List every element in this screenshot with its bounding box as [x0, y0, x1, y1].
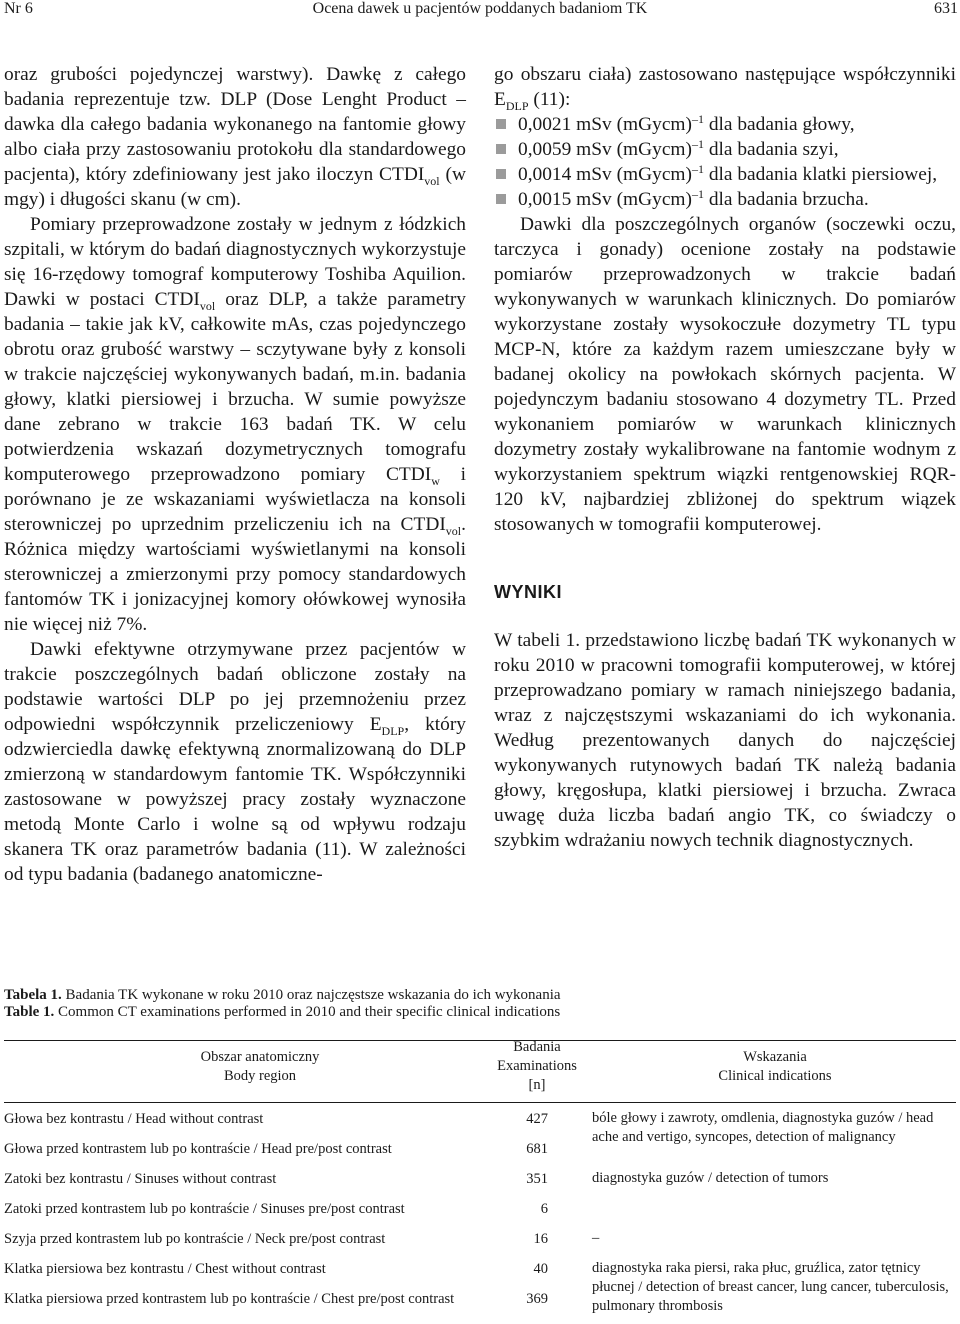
text-span: i porównano je ze wskazaniami wyświetlacza na konsoli sterowniczej po uprzednim przeliczeniu ich na CTDI	[4, 464, 466, 535]
table-cell-count: 16	[533, 1231, 548, 1247]
paragraph-organ-doses: Dawki dla poszczególnych organów (soczewki oczu, tarczyca i gonady) ocenione zostały na podstawie pomiarów przeprowadzonych w trakcie badań wykonywanych w warunkach klinicznych. Do pomiarów wykorzystane zostały wysokoczułe dozymetry TL typu MCP-N, które za każdym razem umieszczane były w badanej okolicy na powłokach skórnych pacjenta. W pojedynczym badaniu stosowano 4 dozymetry TL. Przed wykonaniem pomiarów w warunkach klinicznych dozymetry zostały wykalibrowane na fantomie wodnym z wykorzystaniem spektrum wiązki rentgenowskiej RQR-120 kV, najbardziej zbliżonej do spektrum wiązek stosowanych w tomografii komputerowej.	[494, 214, 956, 535]
table-cell-indication-chest: diagnostyka raka piersi, raka płuc, gruźlica, zator tętnicy płucnej / detection of breast cancer, lung cancer, tuberculosis, pulmonary thrombosis	[592, 1260, 949, 1314]
caption-label: Table 1.	[4, 1004, 55, 1020]
table-cell-region: Głowa przed kontrastem lub po kontraście / Head pre/post contrast	[4, 1141, 392, 1157]
paragraph-dlp-definition	[4, 62, 466, 212]
superscript: –1	[691, 137, 704, 151]
table-header-rule	[4, 1102, 956, 1103]
text-span: Dawki efektywne otrzymywane przez pacjentów w trakcie poszczególnych badań obliczone zostały na podstawie wartości DLP po jej przemnożeniu przez odpowiedni współczynnik przeliczeniowy E	[4, 639, 466, 735]
table-cell-region: Zatoki przed kontrastem lub po kontraście / Sinuses pre/post contrast	[4, 1201, 405, 1217]
subscript: DLP	[505, 99, 529, 113]
column-header-region	[140, 1048, 380, 1086]
table-cell-count: 427	[526, 1111, 548, 1127]
table-cell-region: Szyja przed kontrastem lub po kontraście / Neck pre/post contrast	[4, 1231, 386, 1247]
table-cell-region: Zatoki bez kontrastu / Sinuses without contrast	[4, 1171, 277, 1187]
paragraph-measurements	[4, 212, 466, 637]
text-span: 0,0014 mSv (mGycm)	[518, 164, 692, 185]
paragraph-effective-doses	[4, 637, 466, 887]
header-line: Clinical indications	[718, 1068, 832, 1084]
bullet-square-icon	[496, 144, 506, 154]
left-column	[4, 62, 466, 887]
superscript: –1	[691, 112, 704, 126]
text-span: dla badania brzucha.	[703, 189, 869, 210]
text-span: 0,0059 mSv (mGycm)	[518, 139, 692, 160]
text-span: go obszaru ciała) zastosowano następujące współczynniki E	[494, 64, 956, 110]
caption-label: Tabela 1.	[4, 987, 62, 1003]
header-line: [n]	[528, 1077, 546, 1093]
caption-text: Badania TK wykonane w roku 2010 oraz najczęstsze wskazania do ich wykonania	[61, 987, 561, 1003]
bullet-square-icon	[496, 119, 506, 129]
list-item	[494, 162, 956, 187]
text-span: oraz DLP, a także parametry badania – takie jak kV, całkowite mAs, czas pojedynczego obrotu oraz grubość warstwy – sczytywane były z konsoli w trakcie najczęściej wykonywanych badań, m.in. badania głowy, klatki piersiowej i brzucha. W sumie powyższe dane zebrano w trakcie 163 badań TK. W celu potwierdzenia wskazań dozymetrycznych tomografu komputerowego przeprowadzono pomiary CTDI	[4, 289, 466, 485]
running-header	[0, 0, 960, 20]
caption-polish	[4, 987, 954, 1004]
list-item	[494, 137, 956, 162]
table-cell-region: Klatka piersiowa bez kontrastu / Chest without contrast	[4, 1261, 326, 1277]
table-cell-region: Klatka piersiowa przed kontrastem lub po kontraście / Chest pre/post contrast	[4, 1291, 455, 1307]
running-title: Ocena dawek u pacjentów poddanych badaniom TK	[312, 0, 648, 17]
text-span: 0,0015 mSv (mGycm)	[518, 189, 692, 210]
column-header-indications	[680, 1048, 870, 1086]
subscript: vol	[445, 524, 462, 538]
text-span: (11):	[528, 89, 571, 110]
section-heading-results: WYNIKI	[494, 582, 562, 602]
header-line: Wskazania	[743, 1049, 807, 1065]
page-number: 631	[934, 0, 958, 17]
text-span: . Różnica między wartościami wyświetlanymi na konsoli sterowniczej a zmierzonymi przy pomocy standardowych fantomów TK i jonizacyjnej komory ołówkowej wynosiła nie więcej niż 7%.	[4, 514, 466, 635]
bullet-square-icon	[496, 194, 506, 204]
text-span: oraz grubości pojedynczej warstwy). Dawkę z całego badania reprezentuje tzw. DLP (Dose Lenght Product – dawka dla całego badania wykonanego na fantomie głowy albo ciała przy zastosowaniu protokołu dla standardowego pacjenta), który zdefiniowany jest jako iloczyn CTDI	[4, 64, 466, 185]
table-cell-count: 681	[526, 1141, 548, 1157]
header-line: Body region	[223, 1068, 297, 1084]
column-header-examinations	[478, 1038, 596, 1095]
header-line: Obszar anatomiczny	[200, 1049, 320, 1065]
caption-english	[4, 1004, 954, 1021]
table-caption	[4, 987, 954, 1021]
bullet-square-icon	[496, 169, 506, 179]
subscript: vol	[199, 299, 216, 313]
text-span: , który odzwierciedla dawkę efektywną znormalizowaną do DLP zmierzoną w standardowym fantomie TK. Współczynniki zastosowane w powyższej pracy zostały wyznaczone metodą Monte Carlo i wolne są od wpływu rodzaju skanera TK oraz parametrów badania (11). W zależności od typu badania (badanego anatomiczne-	[4, 714, 466, 885]
coefficient-list	[494, 112, 956, 212]
subscript: vol	[424, 174, 440, 188]
text-span: 0,0021 mSv (mGycm)	[518, 114, 692, 135]
table-cell-count: 40	[533, 1261, 548, 1277]
issue-number: Nr 6	[4, 0, 33, 17]
header-line: Badania	[513, 1039, 561, 1055]
header-line: Examinations	[497, 1058, 577, 1074]
paragraph-results: W tabeli 1. przedstawiono liczbę badań TK wykonanych w roku 2010 w pracowni tomografii komputerowej, w której przeprowadzano pomiary w ramach niniejszego badania, wraz z najczęstszymi wskazaniami do ich wykonania. Według prezentowanych danych do najczęściej wykonywanych rutynowych badań TK należą badania głowy, kręgosłupa, klatki piersiowej i brzucha. Zwraca uwagę duża liczba badań angio TK, co świadczy o szybkim wdrażaniu nowych technik diagnostycznych.	[494, 630, 956, 851]
caption-text: Common CT examinations performed in 2010 and their specific clinical indications	[54, 1004, 561, 1020]
table-cell-count: 369	[526, 1291, 548, 1307]
text-span: dla badania klatki piersiowej,	[703, 164, 938, 185]
text-span: dla badania szyi,	[703, 139, 839, 160]
table-cell-count: 6	[540, 1201, 548, 1217]
superscript: –1	[691, 187, 704, 201]
list-item	[494, 112, 956, 137]
table-cell-indication-head: bóle głowy i zawroty, omdlenia, diagnostyka guzów / head ache and vertigo, syncopes, detection of malignancy	[592, 1110, 934, 1145]
superscript: –1	[691, 162, 704, 176]
table-cell-region: Głowa bez kontrastu / Head without contrast	[4, 1111, 264, 1127]
subscript: DLP	[381, 724, 405, 738]
table-cell-indication-neck: –	[592, 1230, 600, 1246]
table-cell-indication-sinuses: diagnostyka guzów / detection of tumors	[592, 1170, 829, 1186]
text-span: Pomiary przeprowadzone zostały w jednym z łódzkich szpitali, w którym do badań diagnostycznych wykorzystuje się 16-rzędowy tomograf komputerowy Toshiba Aquilion. Dawki w postaci CTDI	[4, 214, 466, 310]
text-span: dla badania głowy,	[703, 114, 855, 135]
right-column	[494, 62, 956, 853]
table-cell-count: 351	[526, 1171, 548, 1187]
paragraph-coefficients-intro	[494, 62, 956, 112]
list-item	[494, 187, 956, 212]
subscript: w	[431, 474, 440, 488]
text-span: (w mgy) i długości skanu (w cm).	[4, 164, 466, 210]
